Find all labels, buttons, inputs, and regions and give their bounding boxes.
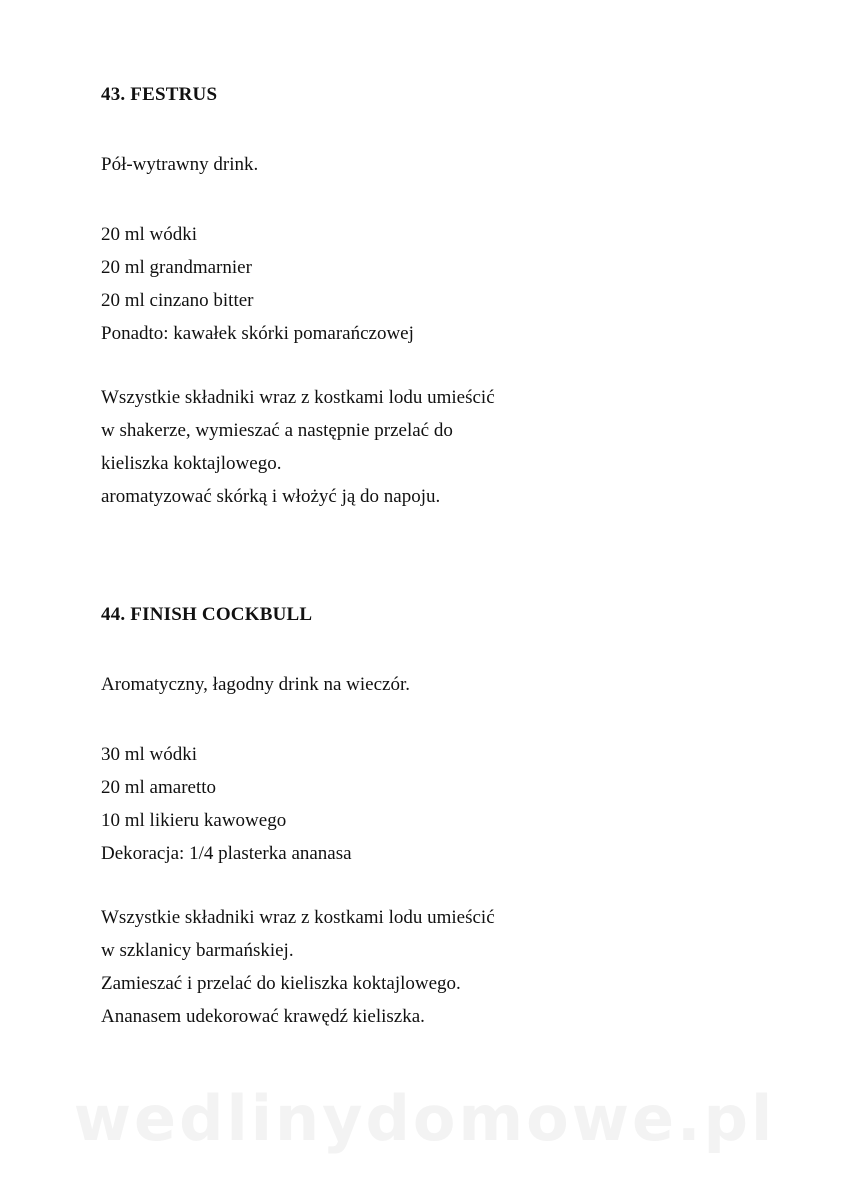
instruction-line: Wszystkie składniki wraz z kostkami lodu umieścić [101, 387, 495, 408]
instructions [101, 901, 801, 1033]
watermark: wedlinydomowe.pl [73, 1082, 776, 1155]
recipe-festrus [101, 83, 801, 513]
instruction-line: w shakerze, wymieszać a następnie przelać do [101, 420, 453, 441]
instruction-line: aromatyzować skórką i włożyć ją do napoju. [101, 486, 441, 507]
ingredient-list [101, 218, 801, 350]
ingredient-item: 20 ml cinzano bitter [101, 290, 254, 311]
ingredient-item: 20 ml grandmarnier [101, 257, 252, 278]
ingredient-item: Ponadto: kawałek skórki pomarańczowej [101, 323, 414, 344]
instruction-line: Wszystkie składniki wraz z kostkami lodu umieścić [101, 907, 495, 928]
instruction-line: w szklanicy barmańskiej. [101, 940, 294, 961]
instruction-line: Ananasem udekorować krawędź kieliszka. [101, 1006, 425, 1027]
recipe-title: 43. FESTRUS [101, 84, 218, 105]
instruction-line: kieliszka koktajlowego. [101, 453, 282, 474]
ingredient-item: Dekoracja: 1/4 plasterka ananasa [101, 843, 352, 864]
recipe-description: Aromatyczny, łagodny drink na wieczór. [101, 674, 411, 695]
ingredient-list [101, 738, 801, 870]
instructions [101, 381, 801, 513]
recipe-finish-cockbull [101, 603, 801, 1033]
ingredient-item: 20 ml wódki [101, 224, 198, 245]
ingredient-item: 20 ml amaretto [101, 777, 217, 798]
recipe-title: 44. FINISH COCKBULL [101, 604, 313, 625]
ingredient-item: 30 ml wódki [101, 744, 198, 765]
ingredient-item: 10 ml likieru kawowego [101, 810, 287, 831]
instruction-line: Zamieszać i przelać do kieliszka koktajlowego. [101, 973, 461, 994]
recipe-description: Pół-wytrawny drink. [101, 154, 259, 175]
